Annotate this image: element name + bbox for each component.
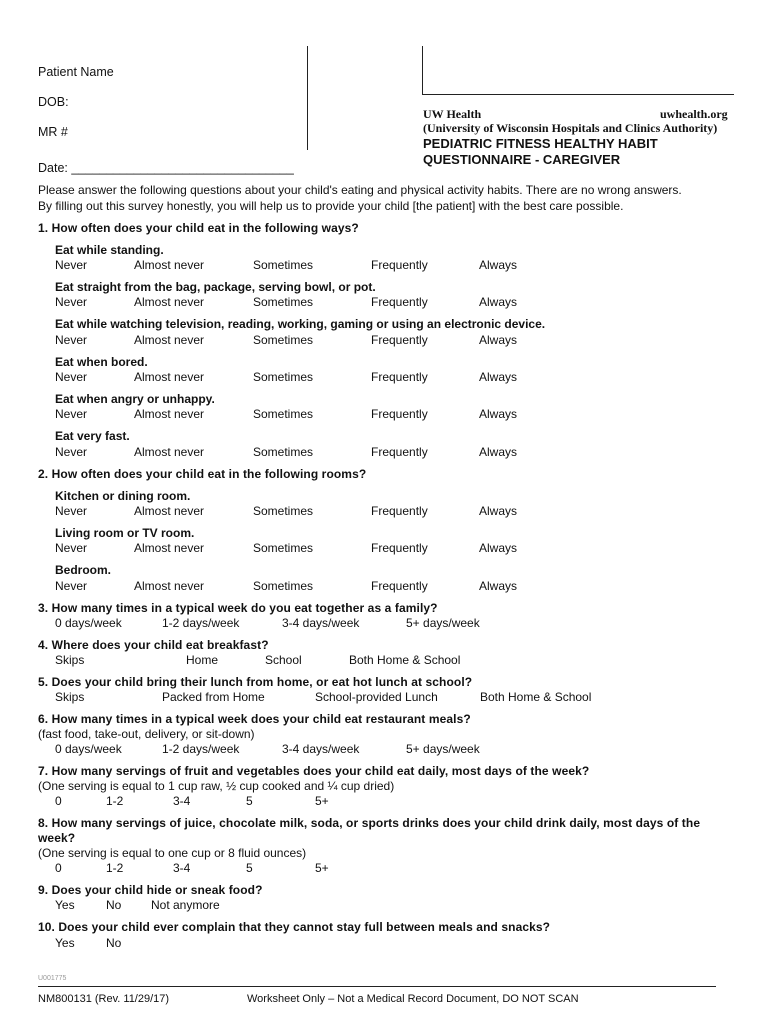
footer-rule [38,986,716,987]
option-never[interactable]: Never [55,541,88,555]
label-box-bottom-border [422,94,734,95]
option-always[interactable]: Always [479,445,518,459]
question-9: 9. Does your child hide or sneak food? [38,883,263,897]
option-5-plus-days[interactable]: 5+ days/week [406,616,480,630]
option-1-2[interactable]: 1-2 [106,794,124,808]
option-5-plus[interactable]: 5+ [315,861,329,875]
option-almost-never[interactable]: Almost never [134,370,205,384]
question-7: 7. How many servings of fruit and vegetables does your child eat daily, most days of the week? [38,764,590,778]
option-sometimes[interactable]: Sometimes [253,333,314,347]
option-always[interactable]: Always [479,258,518,272]
option-almost-never[interactable]: Almost never [134,541,205,555]
patient-box-right-border [307,46,308,150]
option-5-plus[interactable]: 5+ [315,794,329,808]
option-0[interactable]: 0 [55,861,62,875]
option-packed-from-home[interactable]: Packed from Home [162,690,265,704]
option-frequently[interactable]: Frequently [371,258,428,272]
q2-item: Bedroom. [55,563,112,577]
option-sometimes[interactable]: Sometimes [253,504,314,518]
option-home[interactable]: Home [186,653,219,667]
option-frequently[interactable]: Frequently [371,579,428,593]
q1-item: Eat when bored. [55,355,148,369]
question-7-note: (One serving is equal to 1 cup raw, ½ cup cooked and ¼ cup dried) [38,779,395,793]
option-yes[interactable]: Yes [55,936,75,950]
option-1-2[interactable]: 1-2 [106,861,124,875]
option-always[interactable]: Always [479,579,518,593]
option-sometimes[interactable]: Sometimes [253,258,314,272]
option-always[interactable]: Always [479,504,518,518]
question-6: 6. How many times in a typical week does your child eat restaurant meals? [38,712,471,726]
option-almost-never[interactable]: Almost never [134,258,205,272]
option-both-home-school[interactable]: Both Home & School [480,690,592,704]
option-1-2-days[interactable]: 1-2 days/week [162,742,240,756]
org-url: uwhealth.org [660,107,728,121]
option-sometimes[interactable]: Sometimes [253,541,314,555]
option-both-home-school[interactable]: Both Home & School [349,653,461,667]
option-school-provided-lunch[interactable]: School-provided Lunch [315,690,438,704]
option-0-days[interactable]: 0 days/week [55,616,122,630]
question-5: 5. Does your child bring their lunch from home, or eat hot lunch at school? [38,675,473,689]
option-almost-never[interactable]: Almost never [134,445,205,459]
option-frequently[interactable]: Frequently [371,333,428,347]
mr-label: MR # [38,125,68,139]
option-sometimes[interactable]: Sometimes [253,445,314,459]
label-box-left-border [422,46,423,94]
option-0[interactable]: 0 [55,794,62,808]
question-8-line1: 8. How many servings of juice, chocolate milk, soda, or sports drinks does your child drink daily, most days of the [38,816,701,830]
question-8-note: (One serving is equal to one cup or 8 fluid ounces) [38,846,307,860]
option-almost-never[interactable]: Almost never [134,295,205,309]
option-always[interactable]: Always [479,370,518,384]
option-almost-never[interactable]: Almost never [134,579,205,593]
intro-line1: Please answer the following questions about your child's eating and physical activity habits. There are no wrong answers. [38,183,682,197]
option-never[interactable]: Never [55,258,88,272]
footer-note: Worksheet Only – Not a Medical Record Document, DO NOT SCAN [247,993,579,1005]
option-3-4-days[interactable]: 3-4 days/week [282,742,360,756]
q1-item: Eat very fast. [55,429,130,443]
option-almost-never[interactable]: Almost never [134,504,205,518]
question-3: 3. How many times in a typical week do you eat together as a family? [38,601,438,615]
option-3-4[interactable]: 3-4 [173,794,191,808]
option-no[interactable]: No [106,936,122,950]
q2-item: Living room or TV room. [55,526,195,540]
option-yes[interactable]: Yes [55,898,75,912]
form-tiny-code: U001775 [38,975,67,982]
question-1: 1. How often does your child eat in the following ways? [38,221,359,235]
org-name: UW Health [423,107,482,121]
option-school[interactable]: School [265,653,302,667]
option-almost-never[interactable]: Almost never [134,407,205,421]
option-frequently[interactable]: Frequently [371,295,428,309]
option-never[interactable]: Never [55,579,88,593]
form-title-line1: PEDIATRIC FITNESS HEALTHY HABIT [423,136,658,151]
option-skips[interactable]: Skips [55,653,85,667]
option-frequently[interactable]: Frequently [371,407,428,421]
option-never[interactable]: Never [55,504,88,518]
q1-item: Eat while standing. [55,243,164,257]
option-never[interactable]: Never [55,370,88,384]
option-5-plus-days[interactable]: 5+ days/week [406,742,480,756]
option-never[interactable]: Never [55,295,88,309]
option-3-4[interactable]: 3-4 [173,861,191,875]
q1-item: Eat straight from the bag, package, serving bowl, or pot. [55,280,376,294]
question-10: 10. Does your child ever complain that they cannot stay full between meals and snacks? [38,920,551,934]
question-6-note: (fast food, take-out, delivery, or sit-down) [38,727,255,741]
q1-item: Eat while watching television, reading, working, gaming or using an electronic device. [55,317,546,331]
dob-label: DOB: [38,95,69,109]
option-5[interactable]: 5 [246,794,253,808]
form-title-line2: QUESTIONNAIRE - CAREGIVER [423,152,621,167]
q2-item: Kitchen or dining room. [55,489,191,503]
question-4: 4. Where does your child eat breakfast? [38,638,269,652]
option-never[interactable]: Never [55,407,88,421]
option-3-4-days[interactable]: 3-4 days/week [282,616,360,630]
q1-item: Eat when angry or unhappy. [55,392,215,406]
option-5[interactable]: 5 [246,861,253,875]
option-skips[interactable]: Skips [55,690,85,704]
option-sometimes[interactable]: Sometimes [253,295,314,309]
option-always[interactable]: Always [479,541,518,555]
option-always[interactable]: Always [479,407,518,421]
option-always[interactable]: Always [479,333,518,347]
option-never[interactable]: Never [55,333,88,347]
question-8-line2: week? [38,831,76,845]
option-sometimes[interactable]: Sometimes [253,370,314,384]
option-1-2-days[interactable]: 1-2 days/week [162,616,240,630]
date-field: Date: ________________________________ [38,161,294,175]
option-not-anymore[interactable]: Not anymore [151,898,220,912]
option-frequently[interactable]: Frequently [371,504,428,518]
org-full-name: (University of Wisconsin Hospitals and Clinics Authority) [423,121,718,135]
option-always[interactable]: Always [479,295,518,309]
option-frequently[interactable]: Frequently [371,370,428,384]
patient-name-label: Patient Name [38,65,114,79]
option-frequently[interactable]: Frequently [371,445,428,459]
option-no[interactable]: No [106,898,122,912]
form-code: NM800131 (Rev. 11/29/17) [38,993,170,1005]
option-frequently[interactable]: Frequently [371,541,428,555]
option-0-days[interactable]: 0 days/week [55,742,122,756]
question-2: 2. How often does your child eat in the following rooms? [38,467,367,481]
option-sometimes[interactable]: Sometimes [253,407,314,421]
option-sometimes[interactable]: Sometimes [253,579,314,593]
option-never[interactable]: Never [55,445,88,459]
intro-line2: By filling out this survey honestly, you will help us to provide your child [the patient] with the best care possible. [38,199,624,213]
option-almost-never[interactable]: Almost never [134,333,205,347]
